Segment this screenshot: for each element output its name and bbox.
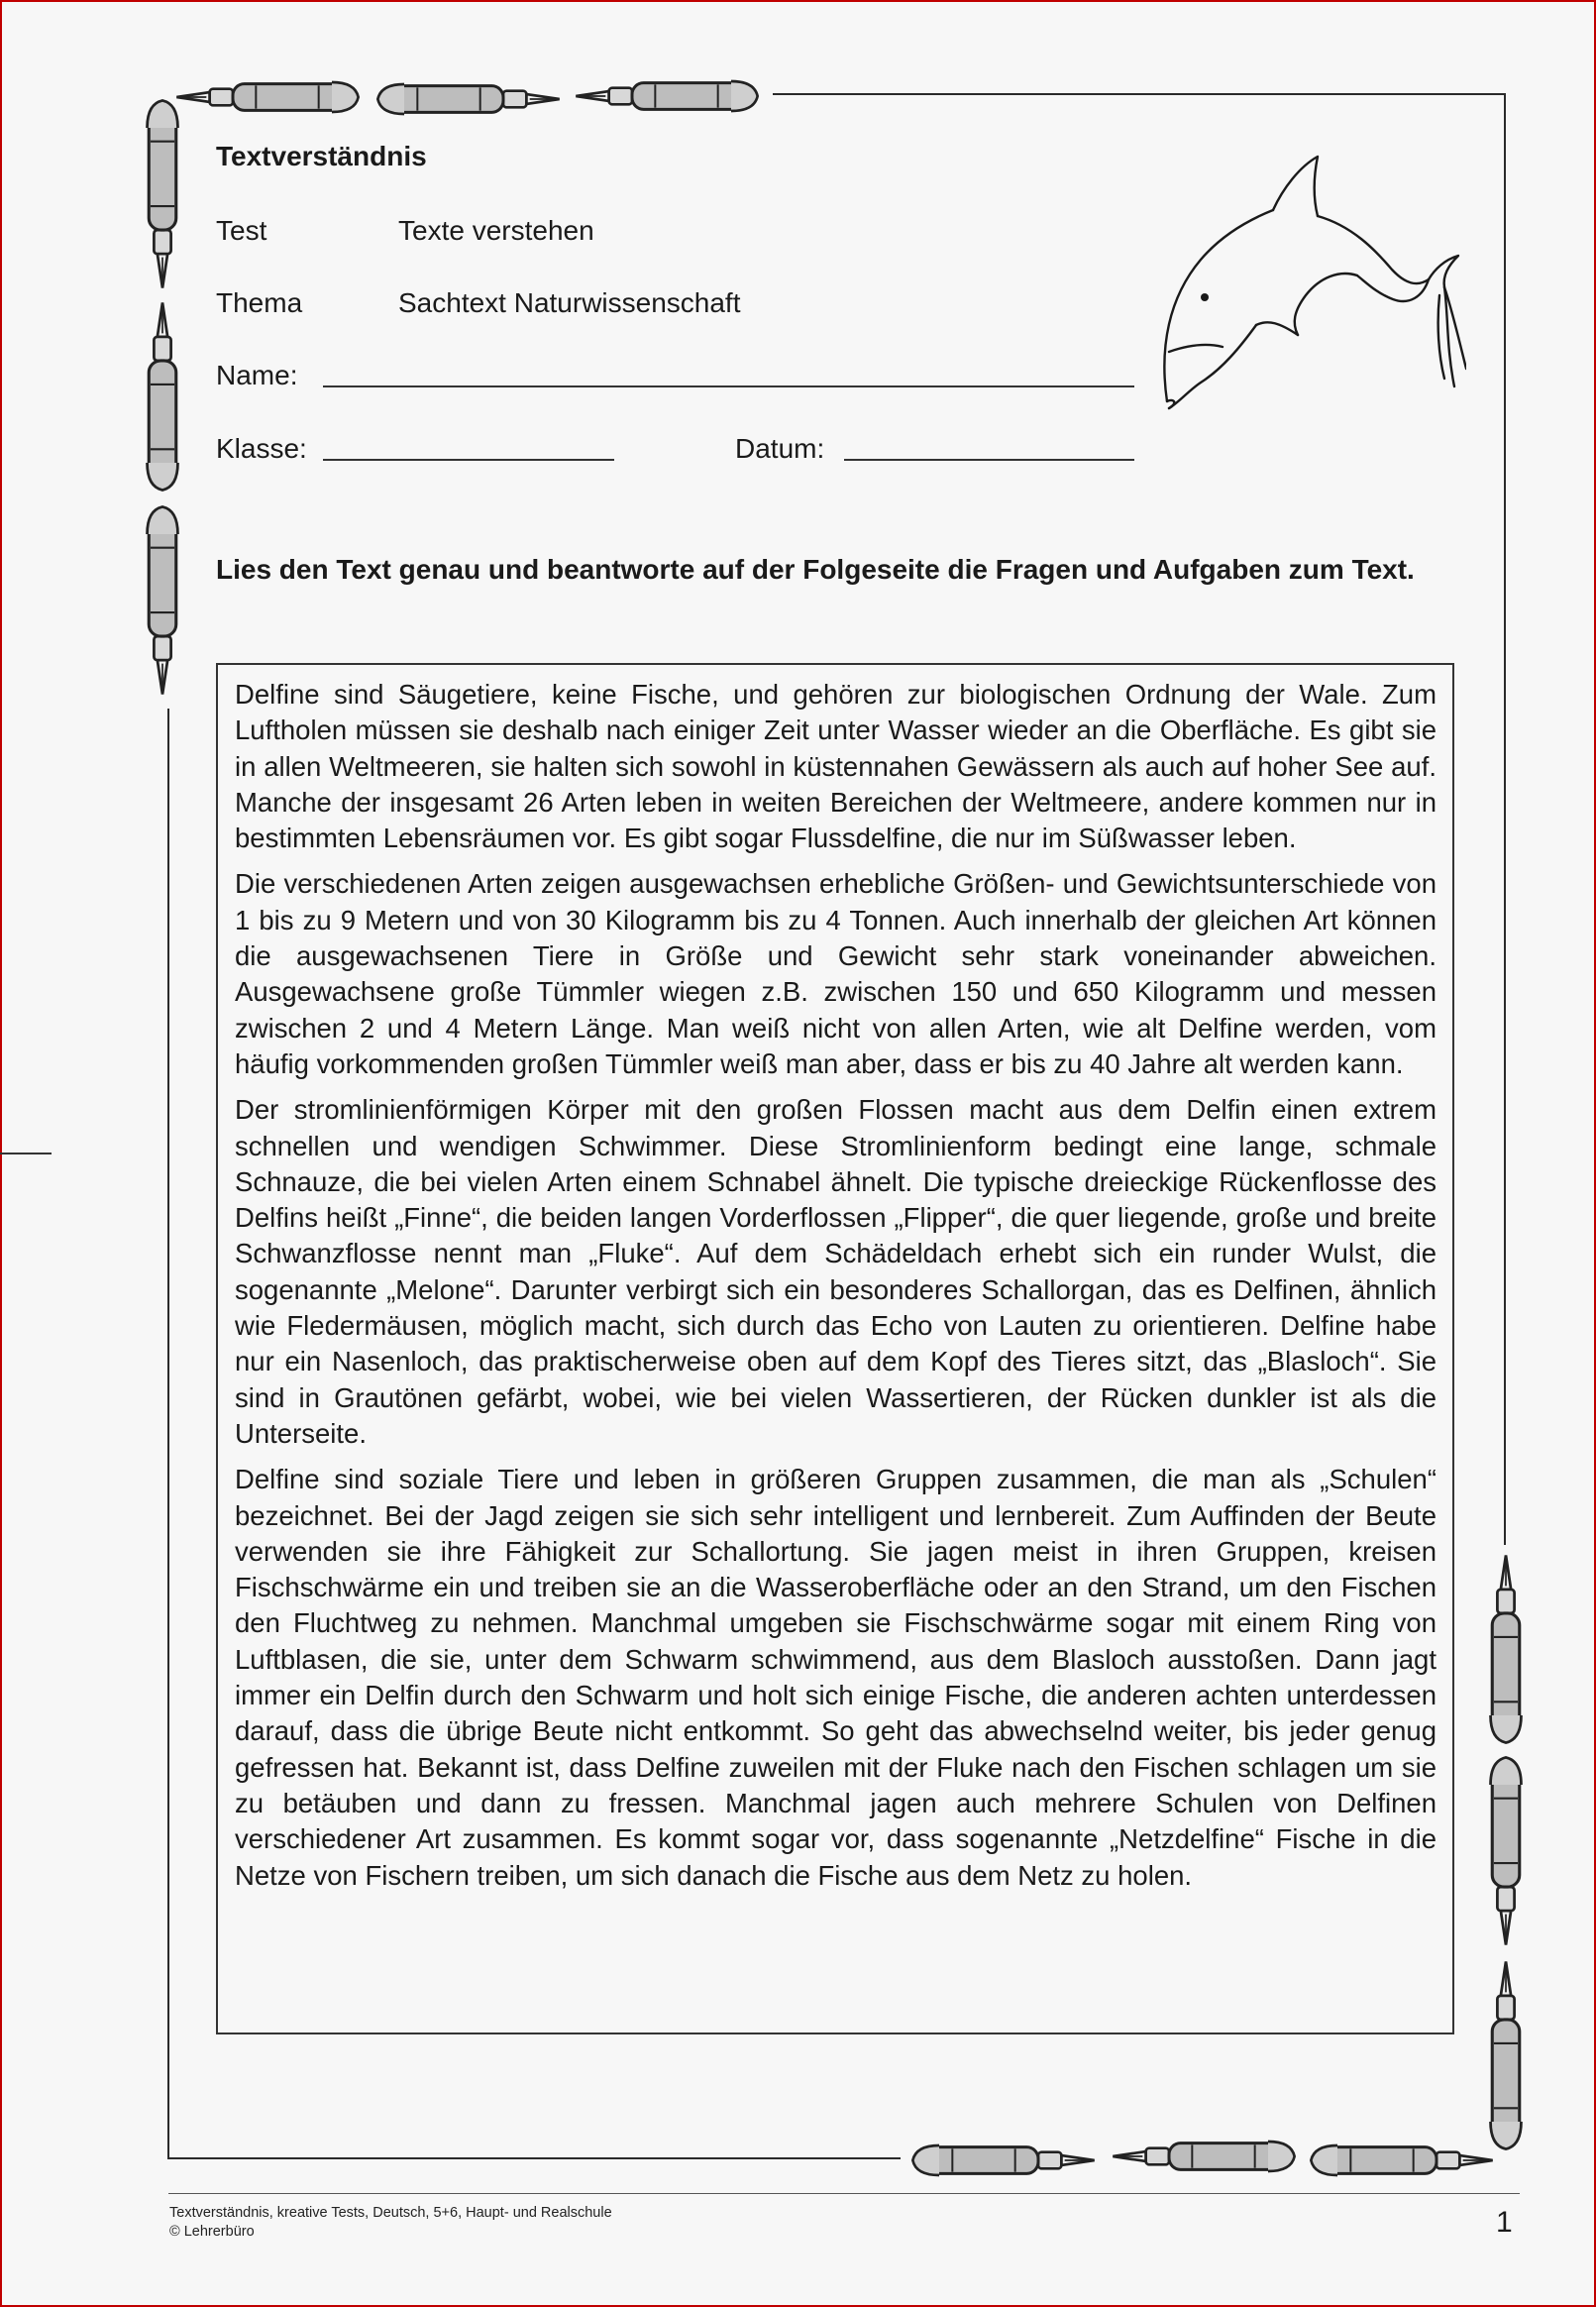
- frame-bottom-line: [167, 2157, 901, 2159]
- footer-divider: [168, 2193, 1520, 2194]
- footer-copyright: © Lehrerbüro: [169, 2224, 255, 2240]
- fountain-pen-icon: [135, 503, 190, 698]
- paragraph: Delfine sind soziale Tiere und leben in größeren Gruppen zusammen, die man als „Schulen“ bezeichnet. Bei der Jagd zeigen sie sich sehr intelligent und lernbereit. Zum Auffinden der Beute verwenden sie ihre Fähigkeit zur Schallortung. Sie jagen meist in ihren Gruppen, kreisen Fischschwärme ein und treiben sie an die Wasseroberfläche oder an den Strand, um den Fischen den Fluchtweg zu nehmen. Manchmal umgeben sie Fischschwärme sogar mit einem Ring von Luftblasen, die sie, unter dem Schwarm schwimmend, aus dem Blasloch ausstoßen. Dann jagt immer ein Delfin durch den Schwarm und holt sich einige Fische, die anderen achten unterdessen darauf, dass die übrige Beute nicht entkommt. So geht das abwechselnd weiter, bis jeder genug gefressen hat. Bekannt ist, dass Delfine zuweilen mit der Fluke nach den Fischen schlagen um sie zu betäuben und dann zu fressen. Manchmal jagen auch mehrere Schulen von Delfinen verschiedener Art zusammen. Es kommt sogar vor, dass sogenannte „Netzdelfine“ Fische in die Netze von Fischern treiben, um sich danach die Fische aus dem Netz zu holen.: [235, 1464, 1436, 1891]
- fountain-pen-icon: [573, 76, 761, 116]
- frame-top-line: [773, 93, 1506, 95]
- test-label: Test: [216, 215, 267, 246]
- dolphin-illustration: [1149, 149, 1466, 416]
- fountain-pen-icon: [135, 299, 190, 494]
- date-label: Datum:: [735, 433, 825, 464]
- frame-right-line: [1504, 93, 1506, 1545]
- fountain-pen-icon: [1478, 1552, 1534, 1746]
- fountain-pen-icon: [1478, 1958, 1534, 2152]
- topic-value: Sachtext Naturwissenschaft: [398, 287, 741, 318]
- reading-text-box: [216, 663, 1454, 2034]
- test-value: Texte verstehen: [398, 215, 594, 246]
- fountain-pen-icon: [909, 2141, 1098, 2180]
- fountain-pen-icon: [135, 97, 190, 291]
- fountain-pen-icon: [173, 77, 362, 117]
- paragraph: Die verschiedenen Arten zeigen ausgewachsen erhebliche Größen- und Gewichtsunterschiede von 1 bis zu 9 Metern und von 30 Kilogramm bis zu 4 Tonnen. Auch innerhalb der gleichen Art können die ausgewachsenen Tiere in Größe und Gewicht sehr stark voneinander abweichen. Ausgewachsene große Tümmler wiegen z.B. zwischen 150 und 650 Kilogramm und messen zwischen 2 und 4 Metern Länge. Man weiß nicht von allen Arten, wie alt Delfine werden, vom häufig vorkommenden großen Tümmler weiß man aber, dass er bis zu 40 Jahre alt werden kann.: [235, 868, 1436, 1079]
- date-field[interactable]: [844, 459, 1134, 461]
- footer-source: Textverständnis, kreative Tests, Deutsch, 5+6, Haupt- und Realschule: [169, 2205, 612, 2221]
- fountain-pen-icon: [1308, 2141, 1496, 2180]
- instruction-text: Lies den Text genau und beantworte auf der Folgeseite die Fragen und Aufgaben zum Text.: [216, 554, 1415, 585]
- fountain-pen-icon: [1478, 1754, 1534, 1948]
- name-label: Name:: [216, 360, 298, 390]
- paragraph: Der stromlinienförmigen Körper mit den großen Flossen macht aus dem Delfin einen extrem schnellen und wendigen Schwimmer. Diese Stromlinienform bedingt eine lange, schmale Schnauze, die bei vielen Arten einem Schnabel ähnelt. Die typische dreieckige Rückenflosse des Delfins heißt „Finne“, die beiden langen Vorderflossen „Flipper“, die quer liegende, große und breite Schwanzflosse nennt man „Fluke“. Auf dem Schädeldach erhebt sich ein runder Wulst, die sogenannte „Melone“. Darunter verbirgt sich ein besonderes Schallorgan, das es Delfinen, ähnlich wie Fledermäusen, möglich macht, sich durch das Echo von Lauten zu orientieren. Delfine habe nur ein Nasenloch, das praktischerweise oben auf dem Kopf des Tieres sitzt, das „Blasloch“. Sie sind in Grautönen gefärbt, wobei, wie bei vielen Wassertieren, der Rücken dunkler ist als die Unterseite.: [235, 1094, 1436, 1449]
- page-title: Textverständnis: [216, 141, 427, 171]
- name-field[interactable]: [323, 385, 1134, 387]
- fountain-pen-icon: [374, 79, 563, 119]
- page-number: 1: [1496, 2206, 1513, 2239]
- topic-label: Thema: [216, 287, 303, 318]
- class-label: Klasse:: [216, 433, 307, 464]
- frame-left-line: [167, 709, 169, 2158]
- class-field[interactable]: [323, 459, 614, 461]
- paragraph: Delfine sind Säugetiere, keine Fische, und gehören zur biologischen Ordnung der Wale. Zum Luftholen müssen sie deshalb nach einiger Zeit unter Wasser wieder an die Oberfläche. Es gibt sie in allen Weltmeeren, sie halten sich sowohl in küstennahen Gewässern als auch auf hoher See auf. Manche der insgesamt 26 Arten leben in weiten Bereichen der Weltmeere, andere kommen nur in bestimmten Lebensräumen vor. Es gibt sogar Flussdelfine, die nur im Süßwasser leben.: [235, 679, 1436, 854]
- margin-tick: [0, 1153, 52, 1154]
- fountain-pen-icon: [1110, 2137, 1298, 2176]
